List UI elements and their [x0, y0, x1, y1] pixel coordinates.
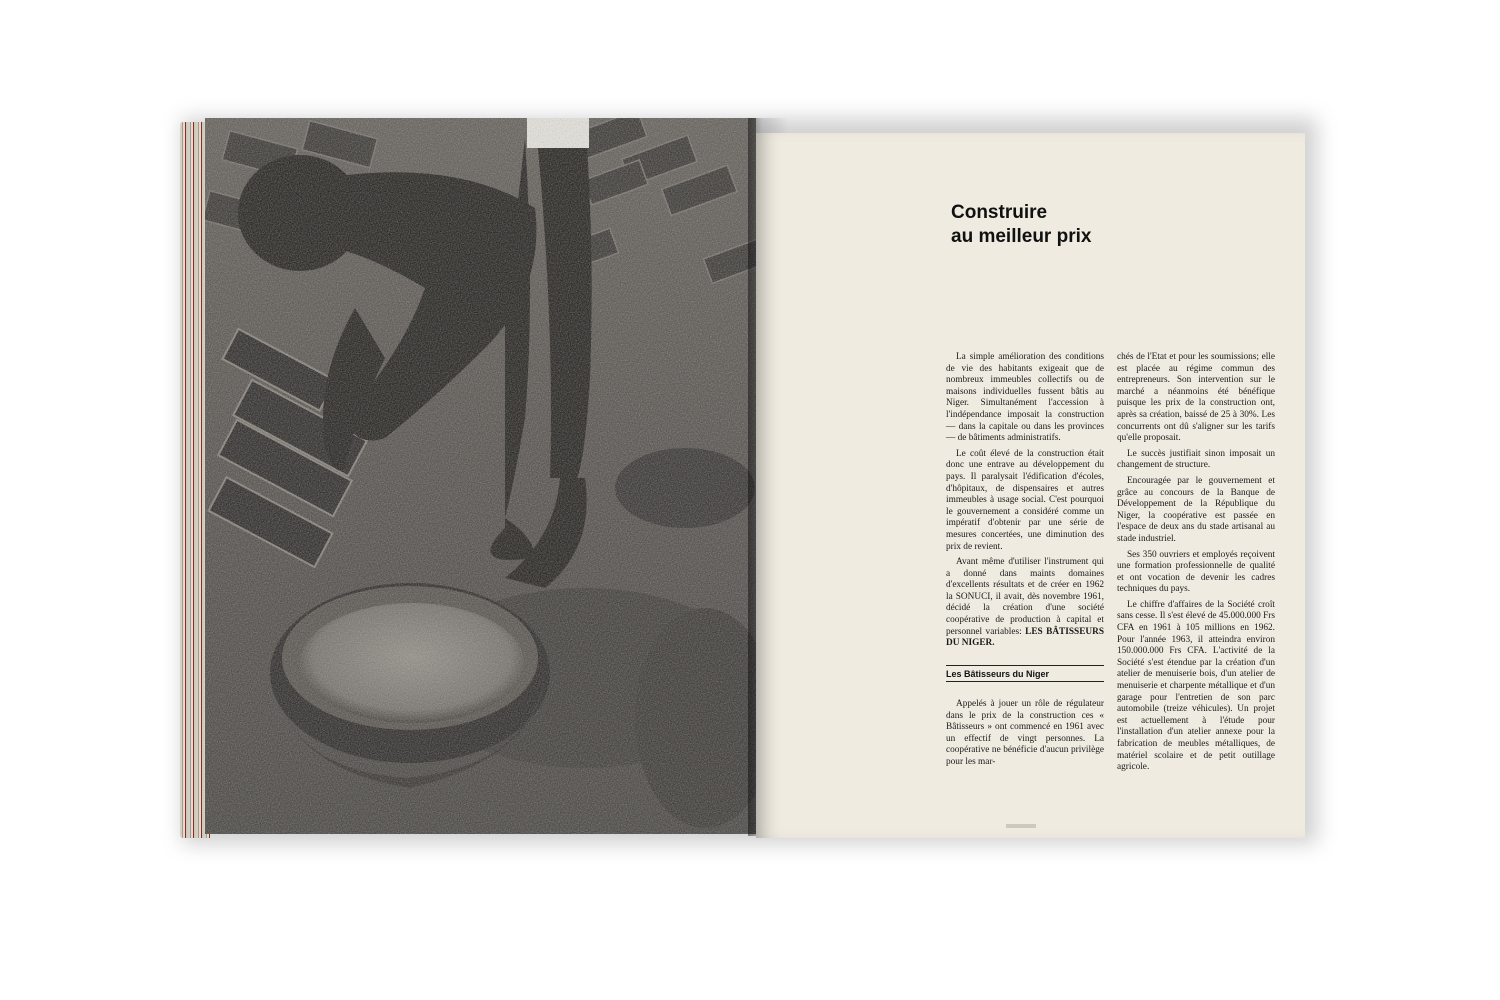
- paragraph: chés de l'Etat et pour les soumissions; elle est placée au régime commun des entrepreneurs. Son intervention sur le marché a néanmoins été bénéfique puisque les prix de la construction ont, après sa création, baissé de 25 à 30%. Les concurrents ont dû s'aligner sur les tarifs qu'elle proposait.: [1117, 352, 1275, 444]
- title-line-2: au meilleur prix: [951, 226, 1092, 247]
- column-1: [946, 352, 1104, 654]
- paragraph: Ses 350 ouvriers et employés reçoivent une formation professionnelle de qualité et ont vocation de devenir les cadres techniques du pays.: [1117, 549, 1275, 595]
- section-subheading: Les Bâtisseurs du Niger: [946, 665, 1104, 682]
- paragraph: Encouragée par le gouvernement et grâce au concours de la Banque de Développement de la République du Niger, la coopérative est passée en l'espace de deux ans du stade artisanal au stade industriel.: [1117, 475, 1275, 544]
- photo-illustration: [205, 118, 756, 834]
- paragraph: Le chiffre d'affaires de la Société croît sans cesse. Il s'est élevé de 45.000.000 Frs CFA en 1961 à 105 millions en 1962. Pour l'année 1963, il atteindra environ 150.000.000 Frs CFA. L'activité de la Société s'est étendue par la création d'un atelier de menuiserie bois, d'un atelier de menuiserie et charpente métallique et d'un garage pour l'entretien de son parc automobile (treize véhicules). Un projet est actuellement à l'étude pour l'installation d'un atelier annexe pour la fabrication de meubles métalliques, de matériel scolaire et de petit outillage agricole.: [1117, 599, 1275, 773]
- paragraph: Le succès justifiait sinon imposait un changement de structure.: [1117, 448, 1275, 471]
- paragraph: [946, 557, 1104, 650]
- column-1-continued: [946, 699, 1104, 773]
- photo-mason-bricks: [205, 118, 756, 834]
- page-folio-mark: [1006, 824, 1036, 828]
- paragraph: Le coût élevé de la construction était donc une entrave au développement du pays. Il paralysait l'édification d'écoles, d'hôpitaux, de dispensaires et autres immeubles à usage social. C'est pourquoi le gouvernement a considéré comme un impératif d'obtenir par une série de mesures concertées, une diminution des prix de revient.: [946, 448, 1104, 552]
- paragraph-text: Avant même d'utiliser l'instrument qui a donné dans maints domaines d'excellents résultats et de créer en 1962 la SONUCI, il avait, dès novembre 1961, décidé la création d'une société coopérative de production à capital et personnel variables:: [946, 557, 1104, 637]
- right-page: [756, 133, 1305, 838]
- column-2: [1117, 352, 1275, 778]
- article-title: [951, 201, 1211, 249]
- title-line-1: Construire: [951, 202, 1048, 223]
- bold-emphasis: LES BÂTISSEURS DU NIGER.: [946, 626, 1104, 649]
- paragraph: Appelés à jouer un rôle de régulateur dans le prix de la construction ces « Bâtisseurs » ont commencé en 1961 avec un effectif de vingt personnes. La coopérative ne bénéficie d'aucun privilège pour les mar-: [946, 699, 1104, 767]
- paragraph: La simple amélioration des conditions de vie des habitants exigeait que de nombreux immeubles collectifs ou de maisons individuelles fussent bâtis au Niger. Simultanément l'accession à l'indépendance imposait la construction — dans la capitale ou dans les provinces — de bâtiments administratifs.: [946, 352, 1104, 444]
